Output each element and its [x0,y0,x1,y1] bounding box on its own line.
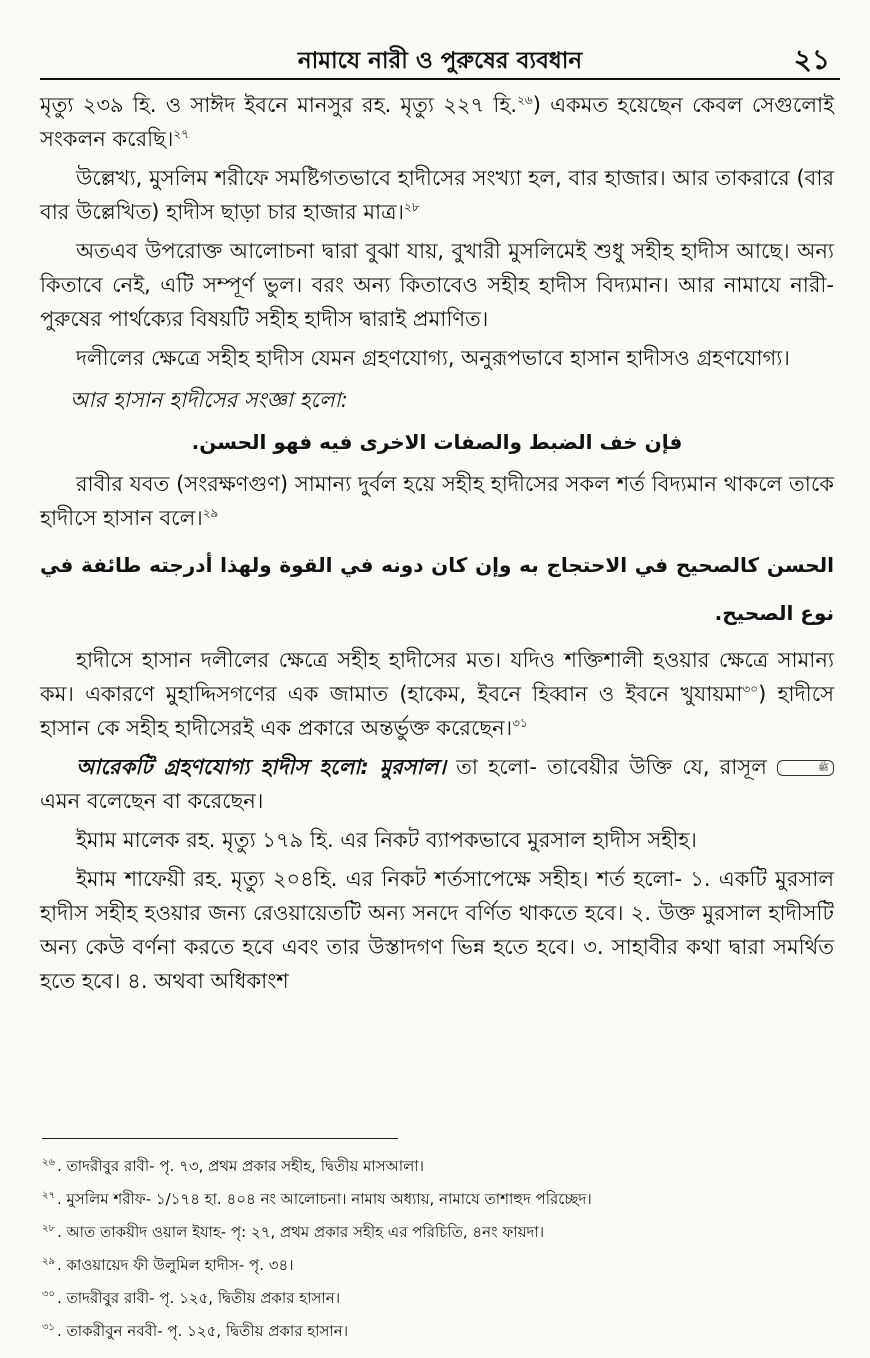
paragraph-6: হাদীসে হাসান দলীলের ক্ষেত্রে সহীহ হাদীসের মত। যদিও শক্তিশালী হওয়ার ক্ষেত্রে সামান্য কম। একারণে মুহাদ্দিসগণের এক জামাত (হাকেম, ইবনে হিব্বান ও ইবনে খুযায়মা$^{৩০}$) হাদীসে হাসান কে সহীহ হাদীসেরই এক প্রকারে অন্তর্ভুক্ত করেছেন।$^{৩১}$ [40,648,834,740]
footnote-28: $^{২৮}$ . আত তাকয়ীদ ওয়াল ইযাহ- পৃ: ২৭, প্রথম প্রকার সহীহ এর পরিচিতি, ৪নং ফায়দা। [42,1223,545,1241]
page-number: ২১ [793,43,830,76]
footnote-30: $^{৩০}$ . তাদরীবুর রাবী- পৃ. ১২৫, দ্বিতীয় প্রকার হাসান। [42,1289,341,1307]
paragraph-8: ইমাম মালেক রহ. মৃত্যু ১৭৯ হি. এর নিকট ব্যাপকভাবে মুরসাল হাদীস সহীহ। [76,828,697,852]
section-heading-mursal: আরেকটি গ্রহণযোগ্য হাদীস হলো: মুরসাল। [76,755,446,779]
paragraph-7: আরেকটি গ্রহণযোগ্য হাদীস হলো: মুরসাল। তা হলো- তাবেয়ীর উক্তি যে, রাসূল ﷺ এমন বলেছেন বা করেছেন। [40,750,834,818]
header-divider [40,78,840,80]
running-title: নামাযে নারী ও পুরুষের ব্যবধান [297,48,583,74]
paragraph-4: দলীলের ক্ষেত্রে সহীহ হাদীস যেমন গ্রহণযোগ্য, অনুরূপভাবে হাসান হাদীসও গ্রহণযোগ্য। [76,346,790,370]
footnote-divider [42,1138,398,1139]
footnote-ref: ২৬ [517,93,533,107]
footnote-27: $^{২৭}$ . মুসলিম শরীফ- ১/১৭৪ হা. ৪০৪ নং আলোচনা। নামায অধ্যায়, নামাযে তাশাহুদ পরিচ্ছেদ। [42,1190,592,1208]
salawat-icon: ﷺ [777,760,834,776]
footnote-ref: ৩১ [512,716,528,730]
footnote-ref: ২৭ [173,127,189,141]
footnote-31: $^{৩১}$ . তাকরীবুন নববী- পৃ. ১২৫, দ্বিতীয় প্রকার হাসান। [42,1322,349,1340]
footnote-29: $^{২৯}$ . কাওয়ায়েদ ফী উলুমিল হাদীস- পৃ. ৩৪। [42,1256,294,1274]
footnote-ref: ২৯ [202,506,219,520]
paragraph-5: রাবীর যবত (সংরক্ষণগুণ) সামান্য দুর্বল হয়ে সহীহ হাদীসের সকল শর্ত বিদ্যমান থাকলে তাকে হাদীসে হাসান বলে।$^{২৯}$ [40,472,834,530]
paragraph-9: ইমাম শাফেয়ী রহ. মৃত্যু ২০৪হি. এর নিকট শর্তসাপেক্ষে সহীহ। শর্ত হলো- ১. একটি মুরসাল হাদীস সহীহ হওয়ার জন্য রেওয়ায়েতটি অন্য সনদে বর্ণিত থাকতে হবে। ২. উক্ত মুরসাল হাদীসটি অন্য কেউ বর্ণনা করতে হবে এবং তার উস্তাদগণ ভিন্ন হতে হবে। ৩. সাহাবীর কথা দ্বারা সমর্থিত হতে হবে। ৪. অথবা অধিকাংশ [40,867,834,993]
footnote-ref: ৩০ [742,682,759,696]
page-header [40,36,840,76]
paragraph-1: মৃত্যু ২৩৯ হি. ও সাঈদ ইবনে মানসুর রহ. মৃত্যু ২২৭ হি.$^{২৬}$) একমত হয়েছেন কেবল সেগুলোই সংকলন করেছি।$^{২৭}$ [40,93,834,151]
footnote-ref: ২৮ [404,200,420,214]
footnotes [42,1148,830,1346]
arabic-quote-2: الحسن كالصحيح في الاحتجاج به وإن كان دونه في القوة ولهذا أدرجته طائفة في نوع الصحيح. [40,553,834,625]
paragraph-3: অতএব উপরোক্ত আলোচনা দ্বারা বুঝা যায়, বুখারী মুসলিমেই শুধু সহীহ হাদীস আছে। অন্য কিতাবে নেই, এটি সম্পূর্ণ ভুল। বরং অন্য কিতাবেও সহীহ হাদীস বিদ্যমান। আর নামাযে নারী-পুরুষের পার্থক্যের বিষয়টি সহীহ হাদীস দ্বারাই প্রমাণিত। [40,239,834,331]
section-heading-hasan: আর হাসান হাদীসের সংজ্ঞা হলো: [70,388,348,412]
paragraph-2: উল্লেখ্য, মুসলিম শরীফে সমষ্টিগতভাবে হাদীসের সংখ্যা হল, বার হাজার। আর তাকরারে (বার বার উল্লেখিত) হাদীস ছাড়া চার হাজার মাত্র।$^{২৮}$ [40,166,834,224]
arabic-quote-1: فإن خف الضبط والصفات الاخرى فيه فهو الحسن. [191,430,683,454]
footnote-26: $^{২৬}$ . তাদরীবুর রাবী- পৃ. ৭৩, প্রথম প্রকার সহীহ, দ্বিতীয় মাসআলা। [42,1157,425,1175]
main-text [40,88,834,1003]
